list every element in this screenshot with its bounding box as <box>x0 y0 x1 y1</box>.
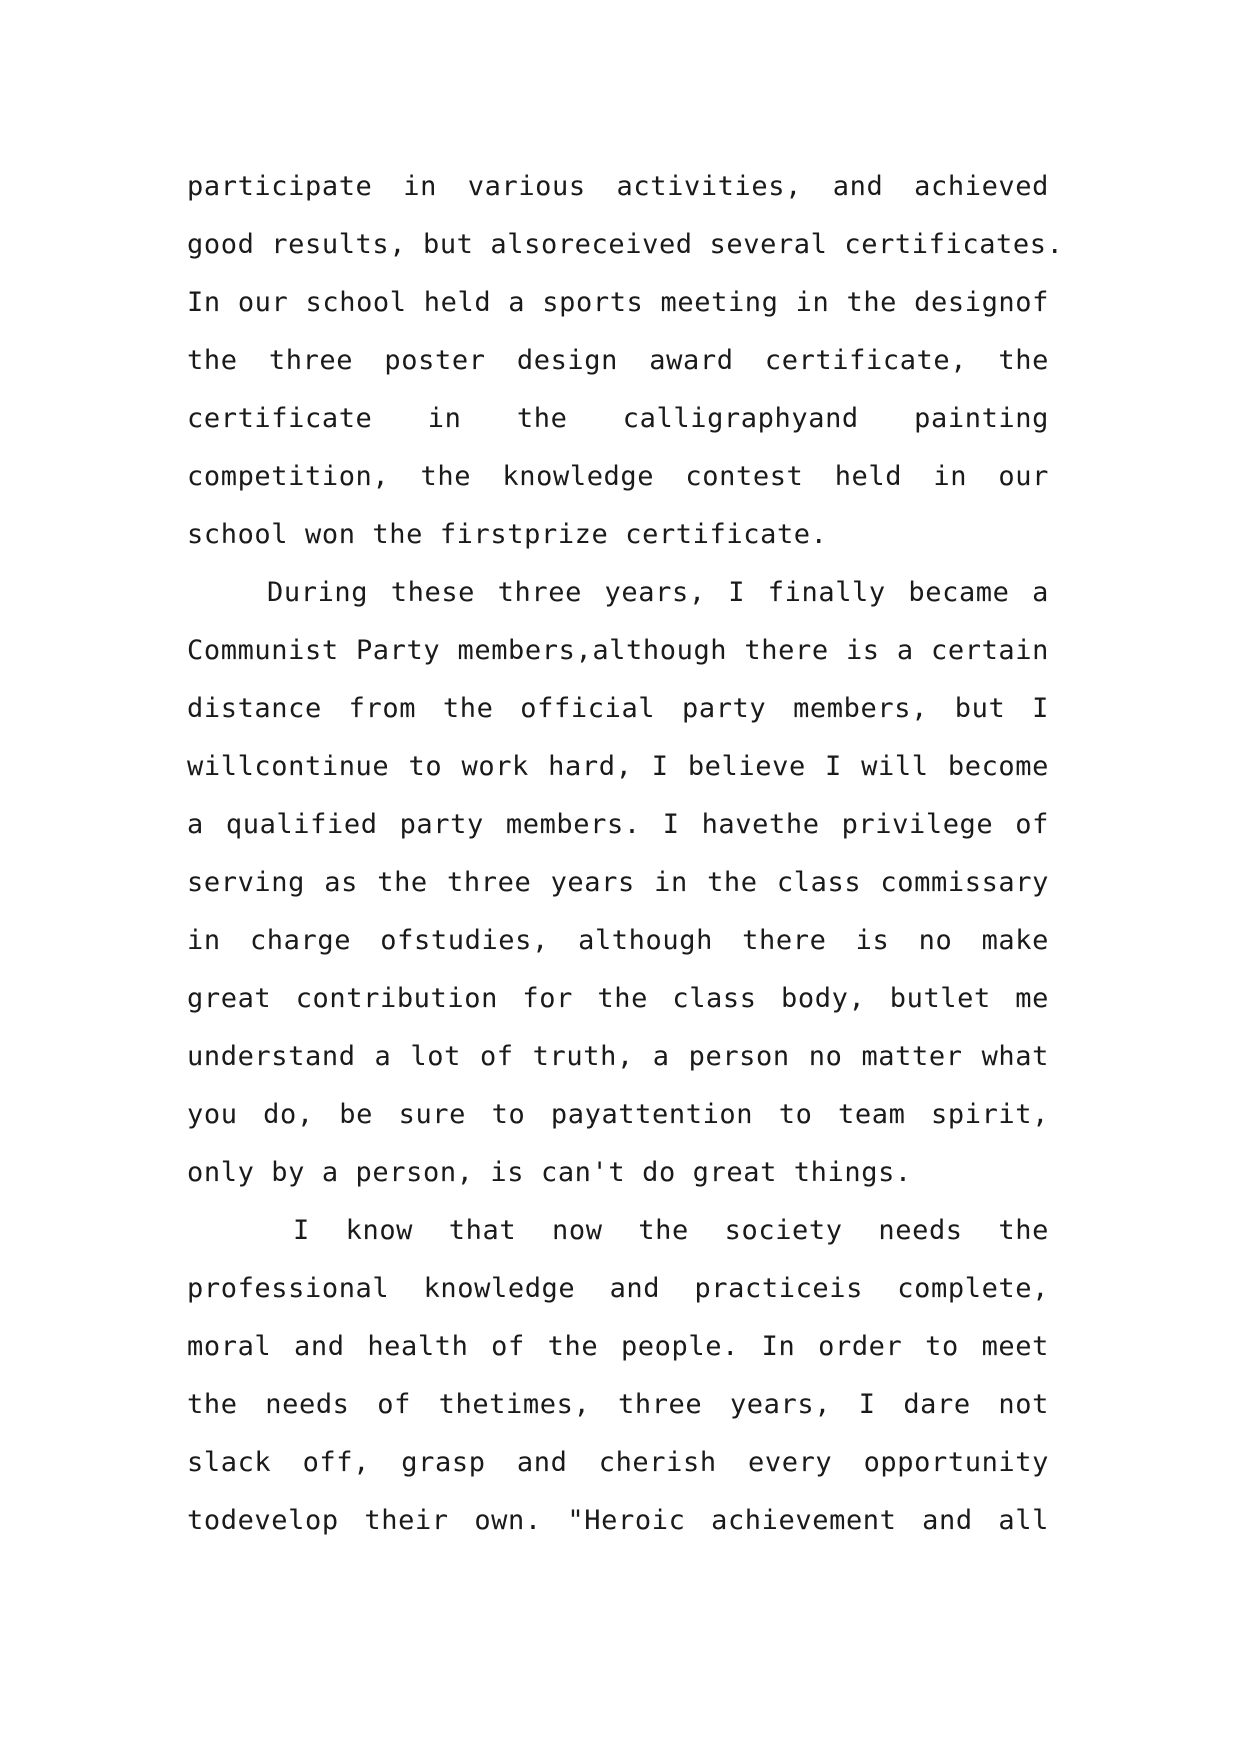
text-line: only by a person, is can't do great things. <box>187 1157 912 1188</box>
text-line: understand a lot of truth, a person no matter what <box>187 1041 1049 1072</box>
document-body <box>187 158 1064 1550</box>
paragraph-2 <box>187 564 1049 1202</box>
text-line: you do, be sure to payattention to team spirit, <box>187 1099 1049 1130</box>
text-line: a qualified party members. I havethe privilege of <box>187 809 1049 840</box>
text-line: the needs of thetimes, three years, I dare not <box>187 1389 1049 1420</box>
text-line: During these three years, I finally became a <box>267 577 1049 608</box>
text-line: competition, the knowledge contest held in our <box>187 461 1049 492</box>
text-line: distance from the official party members, but I <box>187 693 1049 724</box>
text-line: Communist Party members,although there is a certain <box>187 635 1049 666</box>
text-line: slack off, grasp and cherish every opportunity <box>187 1447 1049 1478</box>
text-line: good results, but alsoreceived several certificates. <box>187 229 1064 260</box>
text-line: professional knowledge and practiceis complete, <box>187 1273 1049 1304</box>
text-line: certificate in the calligraphyand painting <box>187 403 1049 434</box>
text-line: the three poster design award certificate, the <box>187 345 1049 376</box>
paragraph-1 <box>187 158 1064 564</box>
text-line: moral and health of the people. In order to meet <box>187 1331 1049 1362</box>
text-line: in charge ofstudies, although there is no make <box>187 925 1049 956</box>
paragraph-3 <box>187 1202 1049 1550</box>
text-line: great contribution for the class body, butlet me <box>187 983 1049 1014</box>
text-line: participate in various activities, and achieved <box>187 171 1049 202</box>
text-line: I know that now the society needs the <box>293 1215 1049 1246</box>
text-line: willcontinue to work hard, I believe I will become <box>187 751 1049 782</box>
text-line: school won the firstprize certificate. <box>187 519 828 550</box>
text-line: In our school held a sports meeting in the designof <box>187 287 1049 318</box>
text-line: serving as the three years in the class commissary <box>187 867 1049 898</box>
text-line: todevelop their own. "Heroic achievement and all <box>187 1505 1049 1536</box>
